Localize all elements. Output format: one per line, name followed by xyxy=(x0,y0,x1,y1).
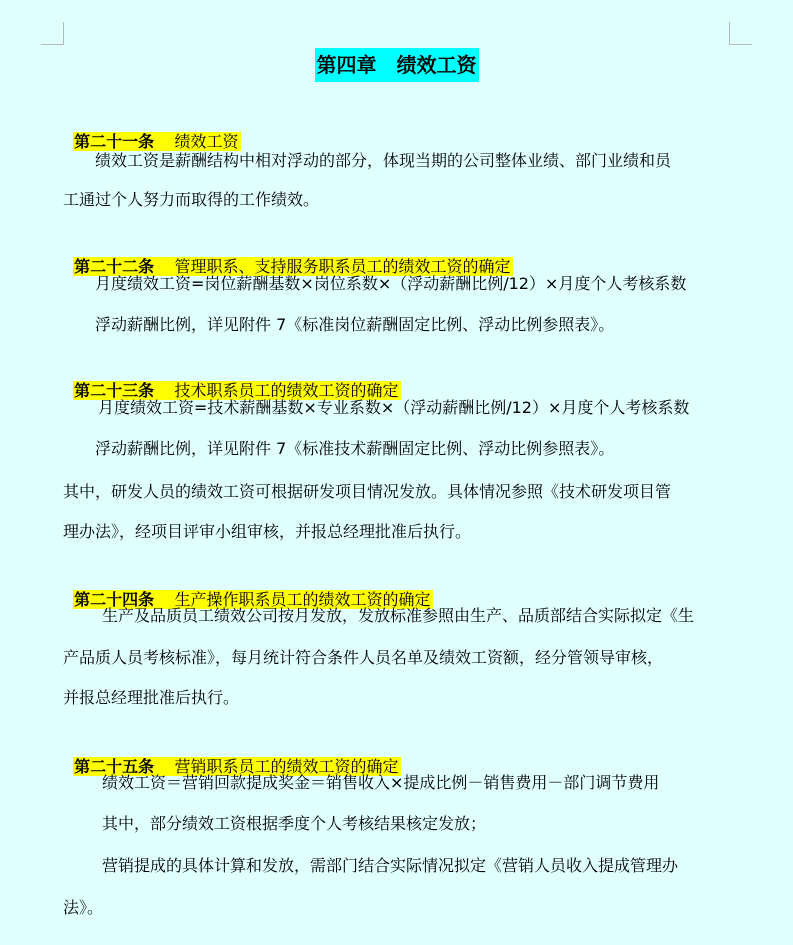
formula-line: 绩效工资＝营销回款提成奖金＝销售收入×提成比例－销售费用－部门调节费用 xyxy=(102,773,660,792)
article-title: 技术职系员工的绩效工资的确定 xyxy=(174,381,399,400)
article-number: 第二十五条 xyxy=(74,757,155,776)
page-corner-mark-top-left xyxy=(41,22,64,45)
article-number: 第二十三条 xyxy=(74,381,155,400)
article-title: 生产操作职系员工的绩效工资的确定 xyxy=(174,590,431,609)
paragraph-line: 法》。 xyxy=(63,898,104,917)
article-title: 营销职系员工的绩效工资的确定 xyxy=(174,757,399,776)
chapter-title-row xyxy=(0,48,793,82)
paragraph-line: 营销提成的具体计算和发放，需部门结合实际情况拟定《营销人员收入提成管理办 xyxy=(102,856,679,875)
paragraph-line: 理办法》，经项目评审小组审核，并报总经理批准后执行。 xyxy=(63,522,472,541)
paragraph-line: 并报总经理批准后执行。 xyxy=(63,688,240,707)
paragraph-line: 生产及品质员工绩效公司按月发放，发放标准参照由生产、品质部结合实际拟定《生 xyxy=(102,606,695,625)
page-corner-mark-top-right xyxy=(729,22,752,45)
article-title: 绩效工资 xyxy=(174,132,239,151)
article-number: 第二十四条 xyxy=(74,590,155,609)
formula-line: 月度绩效工资=技术薪酬基数×专业系数×（浮动薪酬比例/12）×月度个人考核系数 xyxy=(98,398,690,417)
article-number: 第二十一条 xyxy=(74,132,155,151)
article-number: 第二十二条 xyxy=(74,257,155,276)
paragraph-line: 浮动薪酬比例，详见附件 7《标准技术薪酬固定比例、浮动比例参照表》。 xyxy=(95,439,615,458)
paragraph-line: 其中，研发人员的绩效工资可根据研发项目情况发放。具体情况参照《技术研发项目管 xyxy=(63,482,672,501)
paragraph-line: 绩效工资是薪酬结构中相对浮动的部分，体现当期的公司整体业绩、部门业绩和员 xyxy=(95,151,672,170)
article-title: 管理职系、支持服务职系员工的绩效工资的确定 xyxy=(174,257,511,276)
chapter-title: 第四章 绩效工资 xyxy=(315,48,479,82)
paragraph-line: 工通过个人努力而取得的工作绩效。 xyxy=(63,190,320,209)
paragraph-line: 其中，部分绩效工资根据季度个人考核结果核定发放； xyxy=(102,814,487,833)
formula-line: 月度绩效工资=岗位薪酬基数×岗位系数×（浮动薪酬比例/12）×月度个人考核系数 xyxy=(95,274,687,293)
paragraph-line: 浮动薪酬比例，详见附件 7《标准岗位薪酬固定比例、浮动比例参照表》。 xyxy=(95,315,615,334)
paragraph-line: 产品质人员考核标准》，每月统计符合条件人员名单及绩效工资额，经分管领导审核， xyxy=(63,648,664,667)
